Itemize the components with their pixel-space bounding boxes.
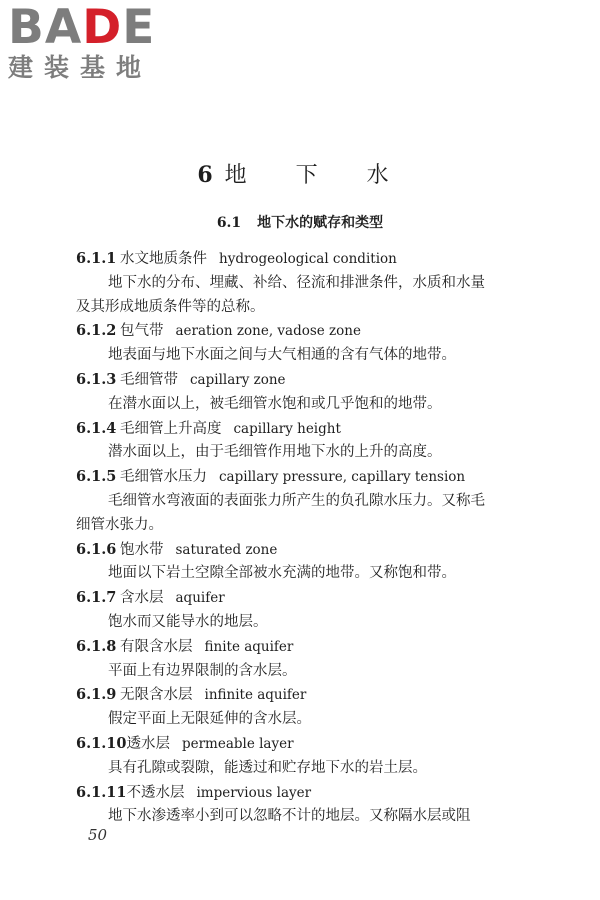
term-number: 6.1.4	[76, 419, 117, 437]
term-heading	[76, 732, 536, 757]
term-english: saturated zone	[175, 541, 278, 558]
term-number: 6.1.6	[76, 540, 117, 558]
term-number: 6.1.10	[76, 734, 127, 752]
term-chinese: 毛细管水压力	[120, 469, 207, 486]
term-number: 6.1.9	[76, 686, 117, 704]
term-heading	[76, 586, 536, 611]
term-definition: 假定平面上无限延伸的含水层。	[108, 711, 311, 728]
term-chinese: 有限含水层	[120, 638, 193, 655]
term-number: 6.1.8	[76, 637, 117, 655]
term-heading	[76, 781, 536, 806]
term-definition: 地下水渗透率小到可以忽略不计的地层。又称隔水层或阻	[108, 808, 471, 825]
term-heading	[76, 368, 536, 393]
term-english: capillary height	[233, 420, 341, 437]
term-english: infinite aquifer	[204, 687, 307, 704]
term-definition: 在潜水面以上，被毛细管水饱和或几乎饱和的地带。	[108, 395, 442, 412]
term-definition: 地表面与地下水面之间与大气相通的含有气体的地带。	[108, 347, 456, 364]
term-heading	[76, 683, 536, 708]
term-heading	[76, 465, 536, 490]
term-definition-continued: 及其形成地质条件等的总称。	[76, 298, 265, 315]
term-definition-continued: 细管水张力。	[76, 516, 163, 533]
term-heading	[76, 538, 536, 563]
term-number: 6.1.7	[76, 589, 117, 607]
term-number: 6.1.5	[76, 468, 117, 486]
section-heading	[0, 213, 600, 233]
term-heading	[76, 635, 536, 660]
term-chinese: 水文地质条件	[120, 251, 207, 267]
term-english: permeable layer	[181, 735, 294, 752]
term-heading	[76, 247, 536, 272]
term-english: finite aquifer	[204, 638, 294, 655]
term-chinese: 含水层	[120, 590, 164, 607]
term-english: hydrogeological condition	[219, 251, 397, 267]
logo-wordmark: BADE	[8, 0, 156, 55]
term-definition: 毛细管水弯液面的表面张力所产生的负孔隙水压力。又称毛	[108, 492, 485, 509]
term-definition: 地下水的分布、埋藏、补给、径流和排泄条件，水质和水量	[108, 274, 485, 291]
term-english: impervious layer	[196, 784, 312, 801]
term-english: aquifer	[175, 590, 225, 607]
section-number: 6.1	[216, 215, 242, 231]
term-chinese: 不透水层	[126, 784, 185, 801]
logo-subtitle: 建装基地	[8, 53, 153, 82]
term-number: 6.1.11	[76, 783, 127, 801]
term-definition: 饱水而又能导水的地层。	[108, 613, 268, 630]
term-chinese: 无限含水层	[120, 687, 193, 704]
term-chinese: 包气带	[120, 323, 164, 340]
term-definition: 地面以下岩土空隙全部被水充满的地带。又称饱和带。	[108, 565, 456, 582]
chapter-title: 地 下 水	[224, 163, 403, 188]
term-english: capillary pressure, capillary tension	[219, 469, 466, 486]
term-number: 6.1.2	[76, 322, 117, 340]
bade-logo	[8, 0, 178, 83]
page-number: 50	[88, 826, 108, 844]
term-number: 6.1.1	[76, 250, 117, 267]
glossary-body	[76, 247, 536, 829]
term-heading	[76, 319, 536, 344]
term-definition: 潜水面以上，由于毛细管作用地下水的上升的高度。	[108, 444, 442, 461]
term-chinese: 透水层	[126, 735, 170, 752]
term-chinese: 毛细管上升高度	[120, 420, 222, 437]
term-chinese: 饱水带	[120, 541, 164, 558]
term-number: 6.1.3	[76, 370, 117, 388]
term-heading	[76, 417, 536, 442]
chapter-heading	[0, 160, 600, 191]
section-title: 地下水的赋存和类型	[257, 215, 384, 231]
chapter-number: 6	[197, 162, 215, 188]
term-definition: 具有孔隙或裂隙，能透过和贮存地下水的岩土层。	[108, 759, 427, 776]
term-english: capillary zone	[190, 371, 286, 388]
term-chinese: 毛细管带	[120, 371, 178, 388]
term-definition: 平面上有边界限制的含水层。	[108, 662, 297, 679]
term-english: aeration zone, vadose zone	[175, 323, 361, 340]
